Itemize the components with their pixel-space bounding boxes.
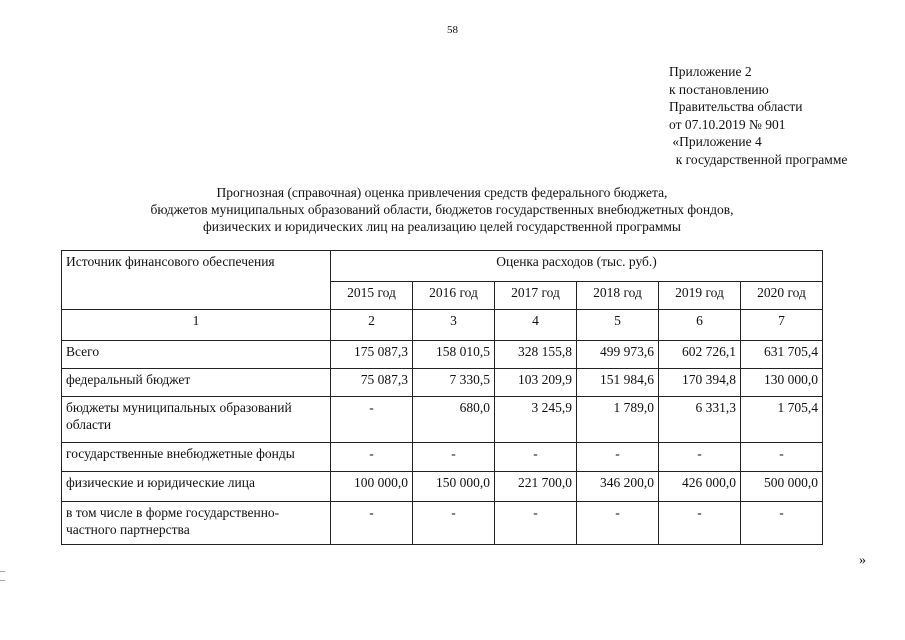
column-number: 4 [495,310,577,341]
value-cell: 100 000,0 [331,472,413,502]
value-cell: - [331,443,413,472]
year-header: 2016 год [413,282,495,310]
value-cell: 328 155,8 [495,341,577,369]
value-cell: 346 200,0 [577,472,659,502]
value-cell: 680,0 [413,397,495,443]
page-number: 58 [447,24,458,36]
value-cell: - [495,502,577,545]
value-cell: 75 087,3 [331,369,413,397]
value-cell: - [413,502,495,545]
value-cell: 175 087,3 [331,341,413,369]
value-cell: - [577,502,659,545]
value-cell: 1 705,4 [741,397,823,443]
source-cell: бюджеты муниципальных образований области [62,397,331,443]
estimate-header: Оценка расходов (тыс. руб.) [331,251,823,282]
year-header: 2017 год [495,282,577,310]
source-cell: в том числе в форме государственно-частного партнерства [62,502,331,545]
value-cell: 602 726,1 [659,341,741,369]
source-cell: физические и юридические лица [62,472,331,502]
value-cell: 631 705,4 [741,341,823,369]
appendix-line: от 07.10.2019 № 901 [669,116,786,132]
value-cell: - [659,443,741,472]
year-header: 2019 год [659,282,741,310]
value-cell: - [577,443,659,472]
closing-quote-mark: » [859,553,866,568]
value-cell: 158 010,5 [413,341,495,369]
appendix-line: к государственной программе [669,151,848,167]
value-cell: 221 700,0 [495,472,577,502]
source-cell: федеральный бюджет [62,369,331,397]
column-number: 1 [62,310,331,341]
title-line: физических и юридических лиц на реализацию целей государственной программы [203,219,681,234]
table-row [62,369,823,397]
value-cell: 426 000,0 [659,472,741,502]
value-cell: 170 394,8 [659,369,741,397]
value-cell: 1 789,0 [577,397,659,443]
value-cell: 130 000,0 [741,369,823,397]
value-cell: 103 209,9 [495,369,577,397]
value-cell: - [659,502,741,545]
source-cell: государственные внебюджетные фонды [62,443,331,472]
value-cell: 150 000,0 [413,472,495,502]
year-header: 2020 год [741,282,823,310]
source-cell: Всего [62,341,331,369]
title-line: Прогнозная (справочная) оценка привлечения средств федерального бюджета, [216,185,668,200]
value-cell: 500 000,0 [741,472,823,502]
value-cell: 151 984,6 [577,369,659,397]
year-header: 2015 год [331,282,413,310]
title-line: бюджетов муниципальных образований области, бюджетов государственных внебюджетных фондов, [150,202,734,217]
financing-table [61,250,823,545]
table-row [62,341,823,369]
value-cell: - [331,502,413,545]
column-number: 6 [659,310,741,341]
column-number: 3 [413,310,495,341]
document-title [60,184,824,235]
table-row [62,397,823,443]
value-cell: 6 331,3 [659,397,741,443]
appendix-line: к постановлению [669,81,769,97]
table-row [62,472,823,502]
value-cell: 7 330,5 [413,369,495,397]
appendix-line: Приложение 2 [669,64,752,79]
source-header: Источник финансового обеспечения [62,251,331,310]
appendix-reference [669,63,847,168]
appendix-line: «Приложение 4 [669,134,762,149]
column-number: 5 [577,310,659,341]
value-cell: - [495,443,577,472]
year-header: 2018 год [577,282,659,310]
appendix-line: Правительства области [669,99,803,114]
column-number: 7 [741,310,823,341]
column-number: 2 [331,310,413,341]
table-row [62,443,823,472]
value-cell: - [331,397,413,443]
value-cell: - [741,502,823,545]
value-cell: - [741,443,823,472]
value-cell: 499 973,6 [577,341,659,369]
margin-artifact: – – [0,566,5,586]
numbering-row [62,310,823,341]
value-cell: 3 245,9 [495,397,577,443]
value-cell: - [413,443,495,472]
table-row [62,502,823,545]
